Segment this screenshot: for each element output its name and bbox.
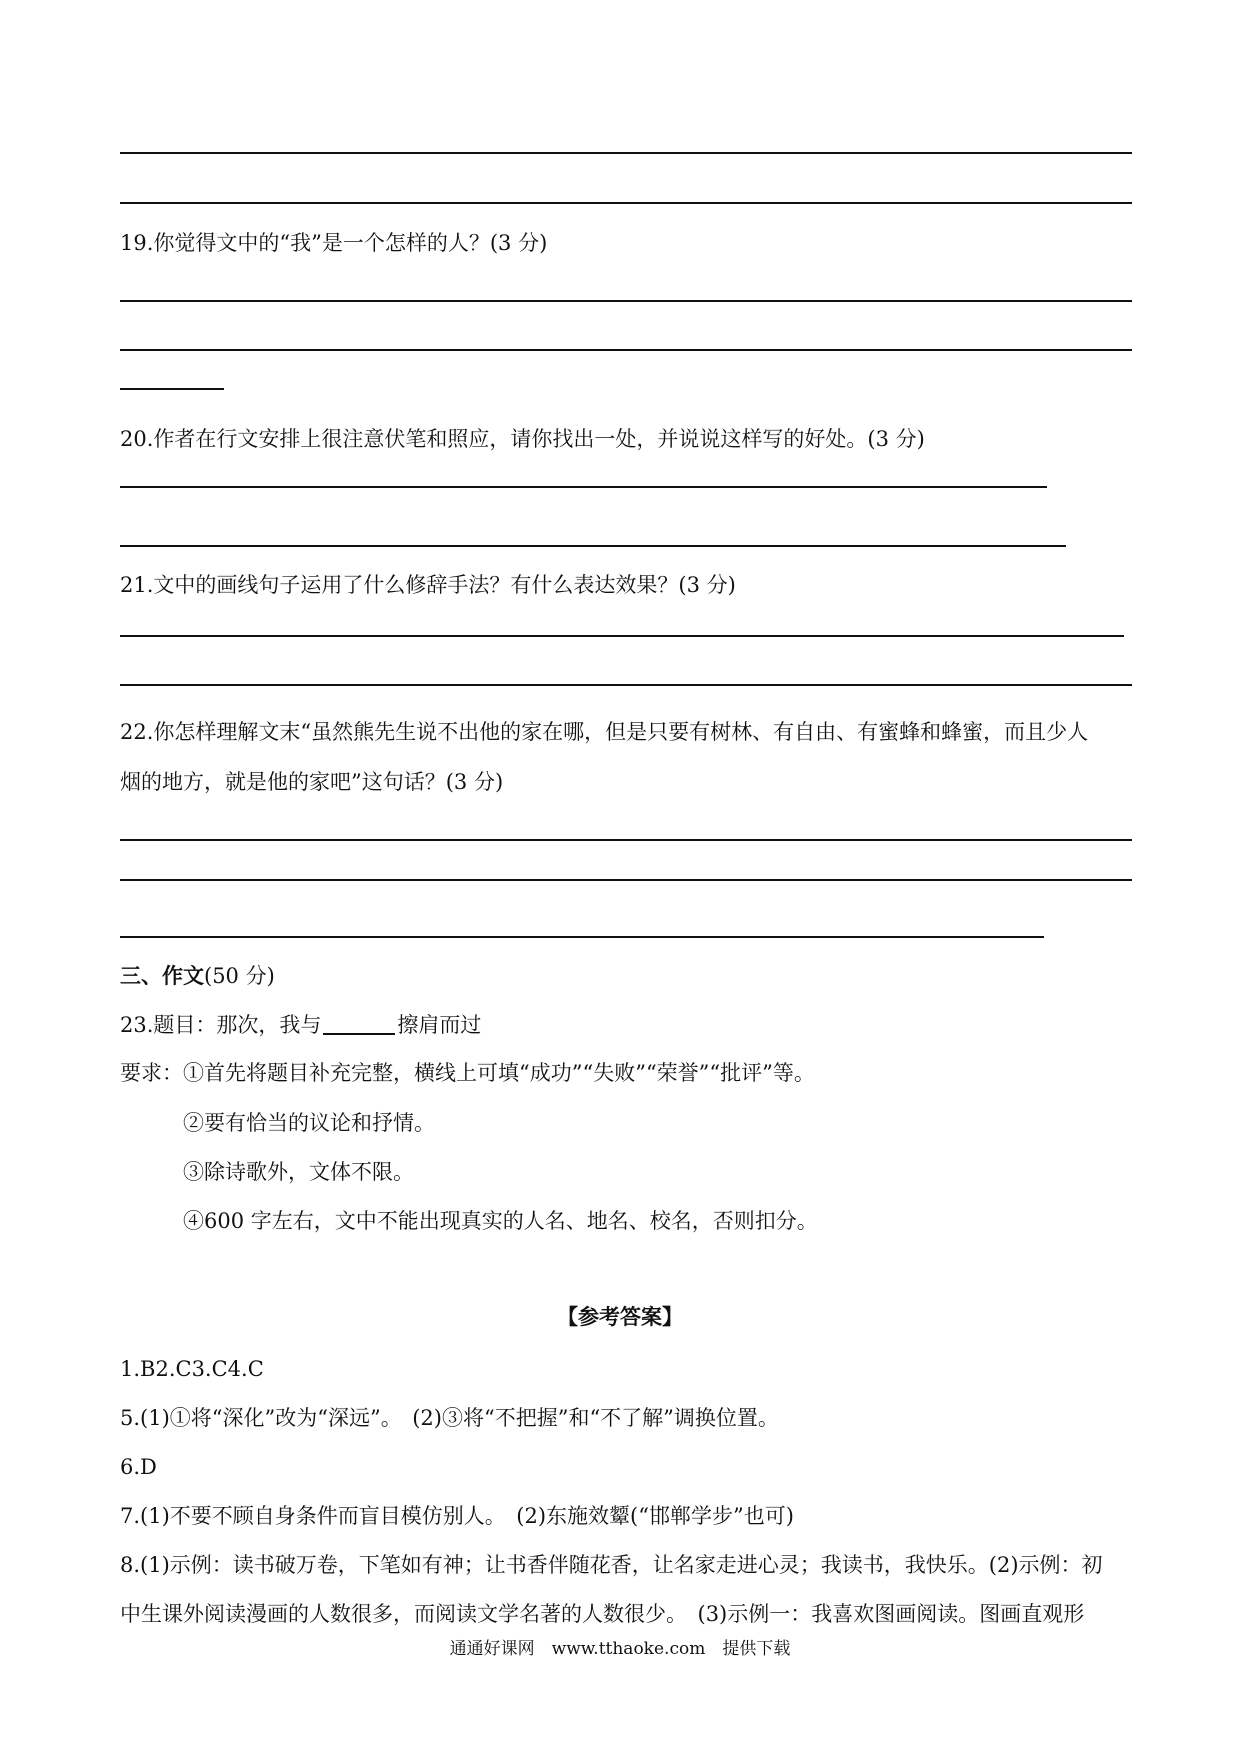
question-22-line2: 烟的地方，就是他的家吧”这句话？(3 分) — [120, 770, 504, 794]
answer-line — [120, 152, 1132, 154]
answer-line — [120, 486, 1047, 488]
answer-line — [120, 349, 1132, 351]
requirement-2: ②要有恰当的议论和抒情。 — [183, 1111, 435, 1135]
composition-heading-label: 三、作文 — [120, 963, 204, 988]
answer-line — [120, 684, 1132, 686]
title-blank — [323, 1013, 395, 1035]
answer-8-line2: 中生课外阅读漫画的人数很多，而阅读文学名著的人数很少。 (3)示例一：我喜欢图画阅读。图画直观形 — [120, 1602, 1085, 1626]
composition-heading — [120, 962, 275, 990]
answer-line — [120, 839, 1132, 841]
question-20: 20.作者在行文安排上很注意伏笔和照应，请你找出一处，并说说这样写的好处。(3 分) — [120, 427, 925, 451]
requirement-3: ③除诗歌外，文体不限。 — [183, 1160, 414, 1184]
composition-heading-score: (50 分) — [204, 964, 275, 988]
answer-line — [120, 635, 1124, 637]
requirement-1: 要求：①首先将题目补充完整，横线上可填“成功”“失败”“荣誉”“批评”等。 — [120, 1061, 815, 1085]
answer-line-short — [120, 388, 224, 390]
answer-1-4: 1.B2.C3.C4.C — [120, 1357, 264, 1381]
answer-line — [120, 202, 1132, 204]
answer-line — [120, 879, 1132, 881]
answer-6: 6.D — [120, 1455, 157, 1479]
question-21: 21.文中的画线句子运用了什么修辞手法？有什么表达效果？(3 分) — [120, 573, 736, 597]
footer: 通通好课网 www.tthaoke.com 提供下载 — [449, 1639, 791, 1659]
composition-title-suffix: 擦肩而过 — [397, 1013, 482, 1037]
composition-title-prefix: 23.题目：那次，我与 — [120, 1013, 322, 1037]
question-22-line1: 22.你怎样理解文末“虽然熊先生说不出他的家在哪，但是只要有树林、有自由、有蜜蜂和蜂蜜，而且少人 — [120, 720, 1089, 744]
requirement-4: ④600 字左右，文中不能出现真实的人名、地名、校名，否则扣分。 — [183, 1209, 818, 1233]
answer-5: 5.(1)①将“深化”改为“深远”。 (2)③将“不把握”和“不了解”调换位置。 — [120, 1406, 779, 1430]
composition-title — [120, 1011, 481, 1039]
answer-line — [120, 300, 1132, 302]
question-19: 19.你觉得文中的“我”是一个怎样的人？(3 分) — [120, 231, 548, 255]
answer-8-line1: 8.(1)示例：读书破万卷，下笔如有神；让书香伴随花香，让名家走进心灵；我读书，我快乐。(2)示例：初 — [120, 1553, 1103, 1577]
answer-line — [120, 936, 1044, 938]
answer-line — [120, 545, 1066, 547]
answer-7: 7.(1)不要不顾自身条件而盲目模仿别人。 (2)东施效颦(“邯郸学步”也可) — [120, 1504, 794, 1528]
answers-heading: 【参考答案】 — [557, 1304, 683, 1329]
